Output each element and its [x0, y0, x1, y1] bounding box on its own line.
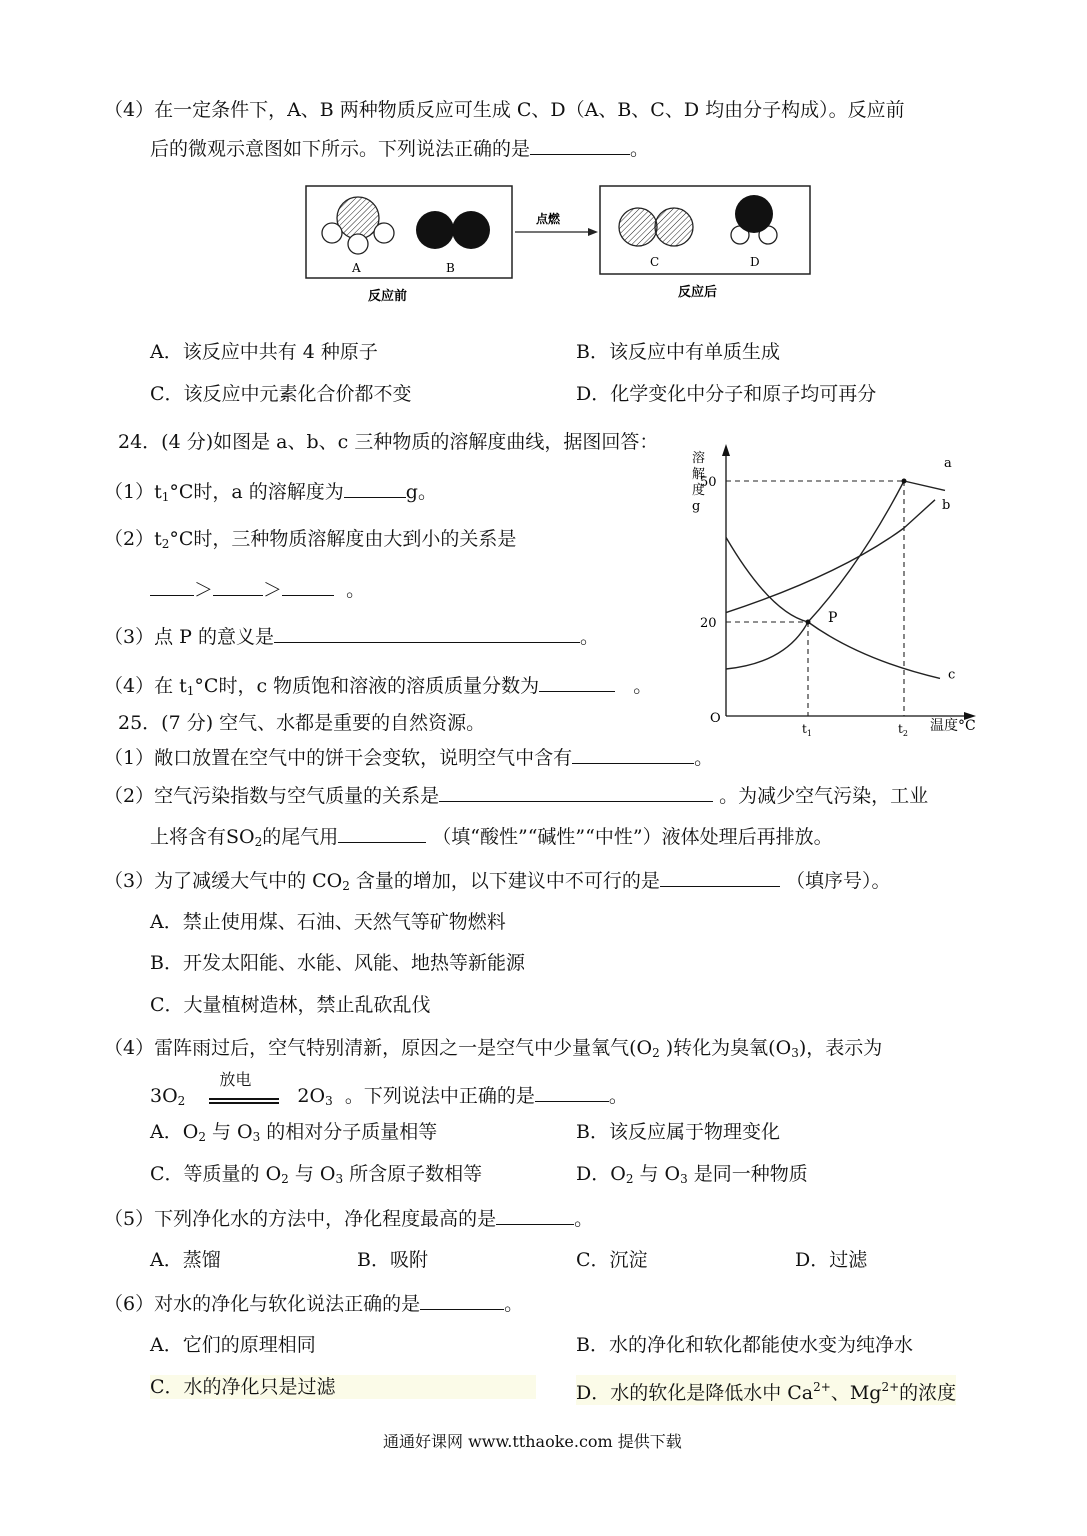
q25-p1-end: 。 [694, 747, 714, 769]
q25-p2-text: （2）空气污染指数与空气质量的关系是 [104, 785, 440, 807]
q25-p3-pre: （3）为了减缓大气中的 CO [104, 870, 343, 892]
molecule-a-icon [322, 197, 394, 254]
q24-p4-sub: 1 [186, 684, 195, 698]
point-p-dot [806, 620, 811, 625]
q25-p2-blank[interactable] [439, 783, 713, 802]
q24-part2-blanks [150, 577, 365, 602]
q25-p4-option-b[interactable]: B．该反应属于物理变化 [576, 1121, 780, 1143]
q23-4-stem-text: 后的微观示意图如下所示。下列说法正确的是 [150, 138, 531, 160]
molecule-b-icon [416, 211, 490, 249]
q25-p2b-mid: 的尾气用 [262, 826, 339, 848]
q24-p3-pre: （3）点 P 的意义是 [104, 626, 274, 648]
p4-c-pre: C．等质量的 O [150, 1163, 282, 1185]
p4-d-pre: D．O [576, 1163, 626, 1185]
q24-p2-blank-2[interactable] [213, 577, 263, 596]
label-c: C [650, 255, 660, 269]
q24-p2-end: 。 [346, 579, 366, 601]
p6-d-mid: 、Mg [830, 1382, 882, 1404]
q25-p3-sub: 2 [342, 879, 350, 893]
q25-p5-blank[interactable] [496, 1206, 574, 1225]
q25-p4-end: )，表示为 [798, 1037, 883, 1059]
q23-4-option-a[interactable]: A．该反应中共有 4 种原子 [150, 341, 378, 363]
label-b: B [446, 261, 455, 275]
q25-p4-pre: （4）雷阵雨过后，空气特别清新，原因之一是空气中少量氧气(O [104, 1037, 653, 1059]
q25-p4-option-a[interactable] [150, 1120, 437, 1149]
q25-p5-end: 。 [574, 1208, 594, 1230]
q25-p6-text: （6）对水的净化与软化说法正确的是 [104, 1293, 421, 1315]
q25-p5-text: （5）下列净化水的方法中，净化程度最高的是 [104, 1208, 497, 1230]
q25-p3-end: （填序号）。 [785, 870, 891, 892]
x-tick-label: $t_2$ [898, 722, 908, 738]
q24-p2-sub: 2 [161, 537, 170, 551]
q23-4-stem-line1: （4）在一定条件下，A、B 两种物质反应可生成 C、D（A、B、C、D 均由分子构成）。反应前 [104, 99, 905, 121]
molecule-c-icon [619, 208, 693, 246]
p4-c-mid: 与 O [288, 1163, 336, 1185]
q25-p3-option-b[interactable]: B．开发太阳能、水能、风能、地热等新能源 [150, 952, 525, 974]
q24-heading: 24．(4 分)如图是 a、b、c 三种物质的溶解度曲线，据图回答： [118, 431, 659, 453]
q25-p2b-end: （填“酸性”“碱性”“中性”）液体处理后再排放。 [432, 826, 833, 848]
q24-p1-end: g。 [405, 481, 437, 503]
label-d: D [750, 255, 760, 269]
p4-c-s1: 2 [281, 1172, 289, 1186]
p4-a-s1: 2 [198, 1130, 206, 1144]
p6-d-sup2: 2+ [881, 1380, 900, 1394]
q24-p3-blank[interactable] [274, 624, 580, 643]
reaction-diagram [300, 180, 820, 310]
q24-p2-pre: （2）t [104, 528, 162, 550]
p4-a-s2: 3 [252, 1130, 261, 1144]
q23-4-option-b[interactable]: B．该反应中有单质生成 [576, 341, 780, 363]
q24-p4-end: 。 [633, 675, 653, 697]
y-axis-arrow [722, 444, 730, 456]
eq-right-sub: 3 [325, 1094, 333, 1108]
q24-p1-pre: （1）t [104, 481, 162, 503]
reaction-arrow-head [588, 228, 598, 236]
q23-4-option-d[interactable]: D．化学变化中分子和原子均可再分 [576, 383, 877, 405]
q25-p1-blank[interactable] [572, 745, 694, 764]
y-axis-label-char: g [692, 499, 701, 514]
series-c-curve [726, 537, 940, 678]
page-footer: 通通好课网 www.tthaoke.com 提供下载 [383, 1432, 682, 1451]
q24-p4-mid: °C时，c 物质饱和溶液的溶质质量分数为 [194, 675, 540, 697]
q25-p4-mid: )转化为臭氧(O [659, 1037, 792, 1059]
series-b-label: b [942, 498, 951, 514]
q25-p4-sub1: 2 [652, 1046, 660, 1060]
x-tick-sub: 2 [902, 729, 908, 738]
x-axis-label: 温度°C [930, 718, 976, 734]
x-tick-sub: 1 [806, 729, 812, 738]
q25-p4-sub2: 3 [791, 1046, 799, 1060]
q24-p1-sub: 1 [161, 490, 170, 504]
q25-p6-option-a[interactable]: A．它们的原理相同 [150, 1334, 316, 1356]
q25-p6-option-d[interactable] [576, 1375, 956, 1405]
q25-part2 [104, 783, 928, 808]
y-axis-label-char: 度 [692, 483, 706, 498]
origin-label: O [710, 711, 721, 726]
q24-p1-blank[interactable] [344, 479, 406, 498]
q25-p4-option-c[interactable] [150, 1162, 482, 1191]
q23-4-stem-end: 。 [630, 138, 650, 160]
q24-p2-gt-2: ＞ [263, 579, 283, 601]
q24-p3-end: 。 [579, 626, 599, 648]
q25-p1-text: （1）敞口放置在空气中的饼干会变软，说明空气中含有 [104, 747, 573, 769]
p6-d-pre: D．水的软化是降低水中 Ca [576, 1382, 814, 1404]
p6-d-end: 的浓度 [899, 1382, 957, 1404]
q24-part2 [104, 527, 516, 556]
q25-part5 [104, 1206, 593, 1231]
q25-p3-blank[interactable] [660, 868, 780, 887]
p6-d-sup1: 2+ [813, 1380, 831, 1394]
p4-d-s1: 2 [625, 1172, 634, 1186]
q25-p3-mid: 含量的增加，以下建议中不可行的是 [349, 870, 660, 892]
q25-part6 [104, 1291, 523, 1316]
q24-p2-blank-1[interactable] [150, 577, 194, 596]
y-tick-label: 50 [700, 475, 717, 490]
q25-part3 [104, 868, 891, 898]
p4-d-end: 是同一种物质 [687, 1163, 808, 1185]
q25-equation [150, 1070, 628, 1113]
eq-right: 2O [297, 1085, 326, 1107]
q24-p4-blank[interactable] [539, 673, 615, 692]
y-tick-label: 20 [700, 616, 717, 631]
q23-4-stem-line2 [150, 136, 649, 161]
y-axis-label-char: 溶 [692, 451, 706, 466]
p4-c-s2: 3 [335, 1172, 344, 1186]
eq-condition: 放电 [219, 1070, 252, 1089]
q25-part1 [104, 745, 713, 770]
q25-part4 [104, 1036, 882, 1065]
q25-p2b-blank[interactable] [338, 824, 426, 843]
q25-p4-blank[interactable] [535, 1083, 609, 1102]
q25-part2b [150, 824, 833, 854]
q25-p5-option-c[interactable]: C．沉淀 [576, 1249, 648, 1271]
q25-p5-option-a[interactable]: A．蒸馏 [150, 1249, 221, 1271]
q25-p4-option-d[interactable] [576, 1162, 808, 1191]
y-axis-label-char: 解 [692, 467, 706, 482]
q25-p6-end: 。 [504, 1293, 524, 1315]
before-caption: 反应前 [368, 289, 408, 304]
q23-4-option-c[interactable]: C．该反应中元素化合价都不变 [150, 383, 412, 405]
p4-c-end: 所含原子数相等 [343, 1163, 483, 1185]
p4-d-s2: 3 [680, 1172, 688, 1186]
series-a-curve [726, 481, 945, 669]
q25-p6-option-c[interactable]: C．水的净化只是过滤 [150, 1375, 536, 1399]
point-a-t2-dot [902, 479, 907, 484]
eq-tail-end: 。 [608, 1085, 628, 1107]
q24-p2-blank-3[interactable] [282, 577, 334, 596]
q25-p5-option-d[interactable]: D．过滤 [795, 1249, 868, 1271]
q25-heading: 25．(7 分) 空气、水都是重要的自然资源。 [118, 712, 486, 734]
solubility-chart [690, 440, 1000, 740]
label-a: A [352, 261, 361, 275]
p4-a-mid: 与 O [205, 1121, 253, 1143]
eq-double-arrow [209, 1070, 279, 1102]
q25-p3-option-a[interactable]: A．禁止使用煤、石油、天然气等矿物燃料 [150, 911, 506, 933]
eq-left-sub: 2 [177, 1094, 186, 1108]
q25-p2-end: 。为减少空气污染，工业 [719, 785, 929, 807]
q25-p5-option-b[interactable]: B．吸附 [357, 1249, 428, 1271]
q23-4-answer-blank[interactable] [530, 136, 630, 155]
p4-d-mid: 与 O [633, 1163, 681, 1185]
arrow-label: 点燃 [536, 212, 561, 226]
q24-p2-mid: °C时，三种物质溶解度由大到小的关系是 [169, 528, 517, 550]
q25-p2b-sub: 2 [254, 835, 263, 849]
q24-p1-mid: °C时，a 的溶解度为 [169, 481, 344, 503]
q24-p4-pre: （4）在 t [104, 675, 187, 697]
p4-a-pre: A．O [150, 1121, 199, 1143]
point-p-label: P [828, 610, 838, 626]
q24-part1 [104, 479, 437, 509]
x-tick-label: $t_1$ [802, 722, 812, 738]
p4-a-end: 的相对分子质量相等 [260, 1121, 438, 1143]
q24-part4 [104, 673, 652, 703]
eq-tail: 。下列说法中正确的是 [344, 1085, 535, 1107]
q25-p6-option-b[interactable]: B．水的净化和软化都能使水变为纯净水 [576, 1334, 913, 1356]
molecule-d-icon [731, 195, 777, 244]
q25-p6-blank[interactable] [420, 1291, 504, 1310]
q25-p2b-pre: 上将含有SO [150, 826, 255, 848]
series-c-label: c [948, 667, 956, 683]
eq-left: 3O [150, 1085, 178, 1107]
q25-p3-option-c[interactable]: C．大量植树造林，禁止乱砍乱伐 [150, 994, 431, 1016]
after-caption: 反应后 [678, 285, 718, 300]
q24-p2-gt-1: ＞ [194, 579, 214, 601]
q24-part3 [104, 624, 599, 649]
series-a-label: a [944, 455, 952, 471]
